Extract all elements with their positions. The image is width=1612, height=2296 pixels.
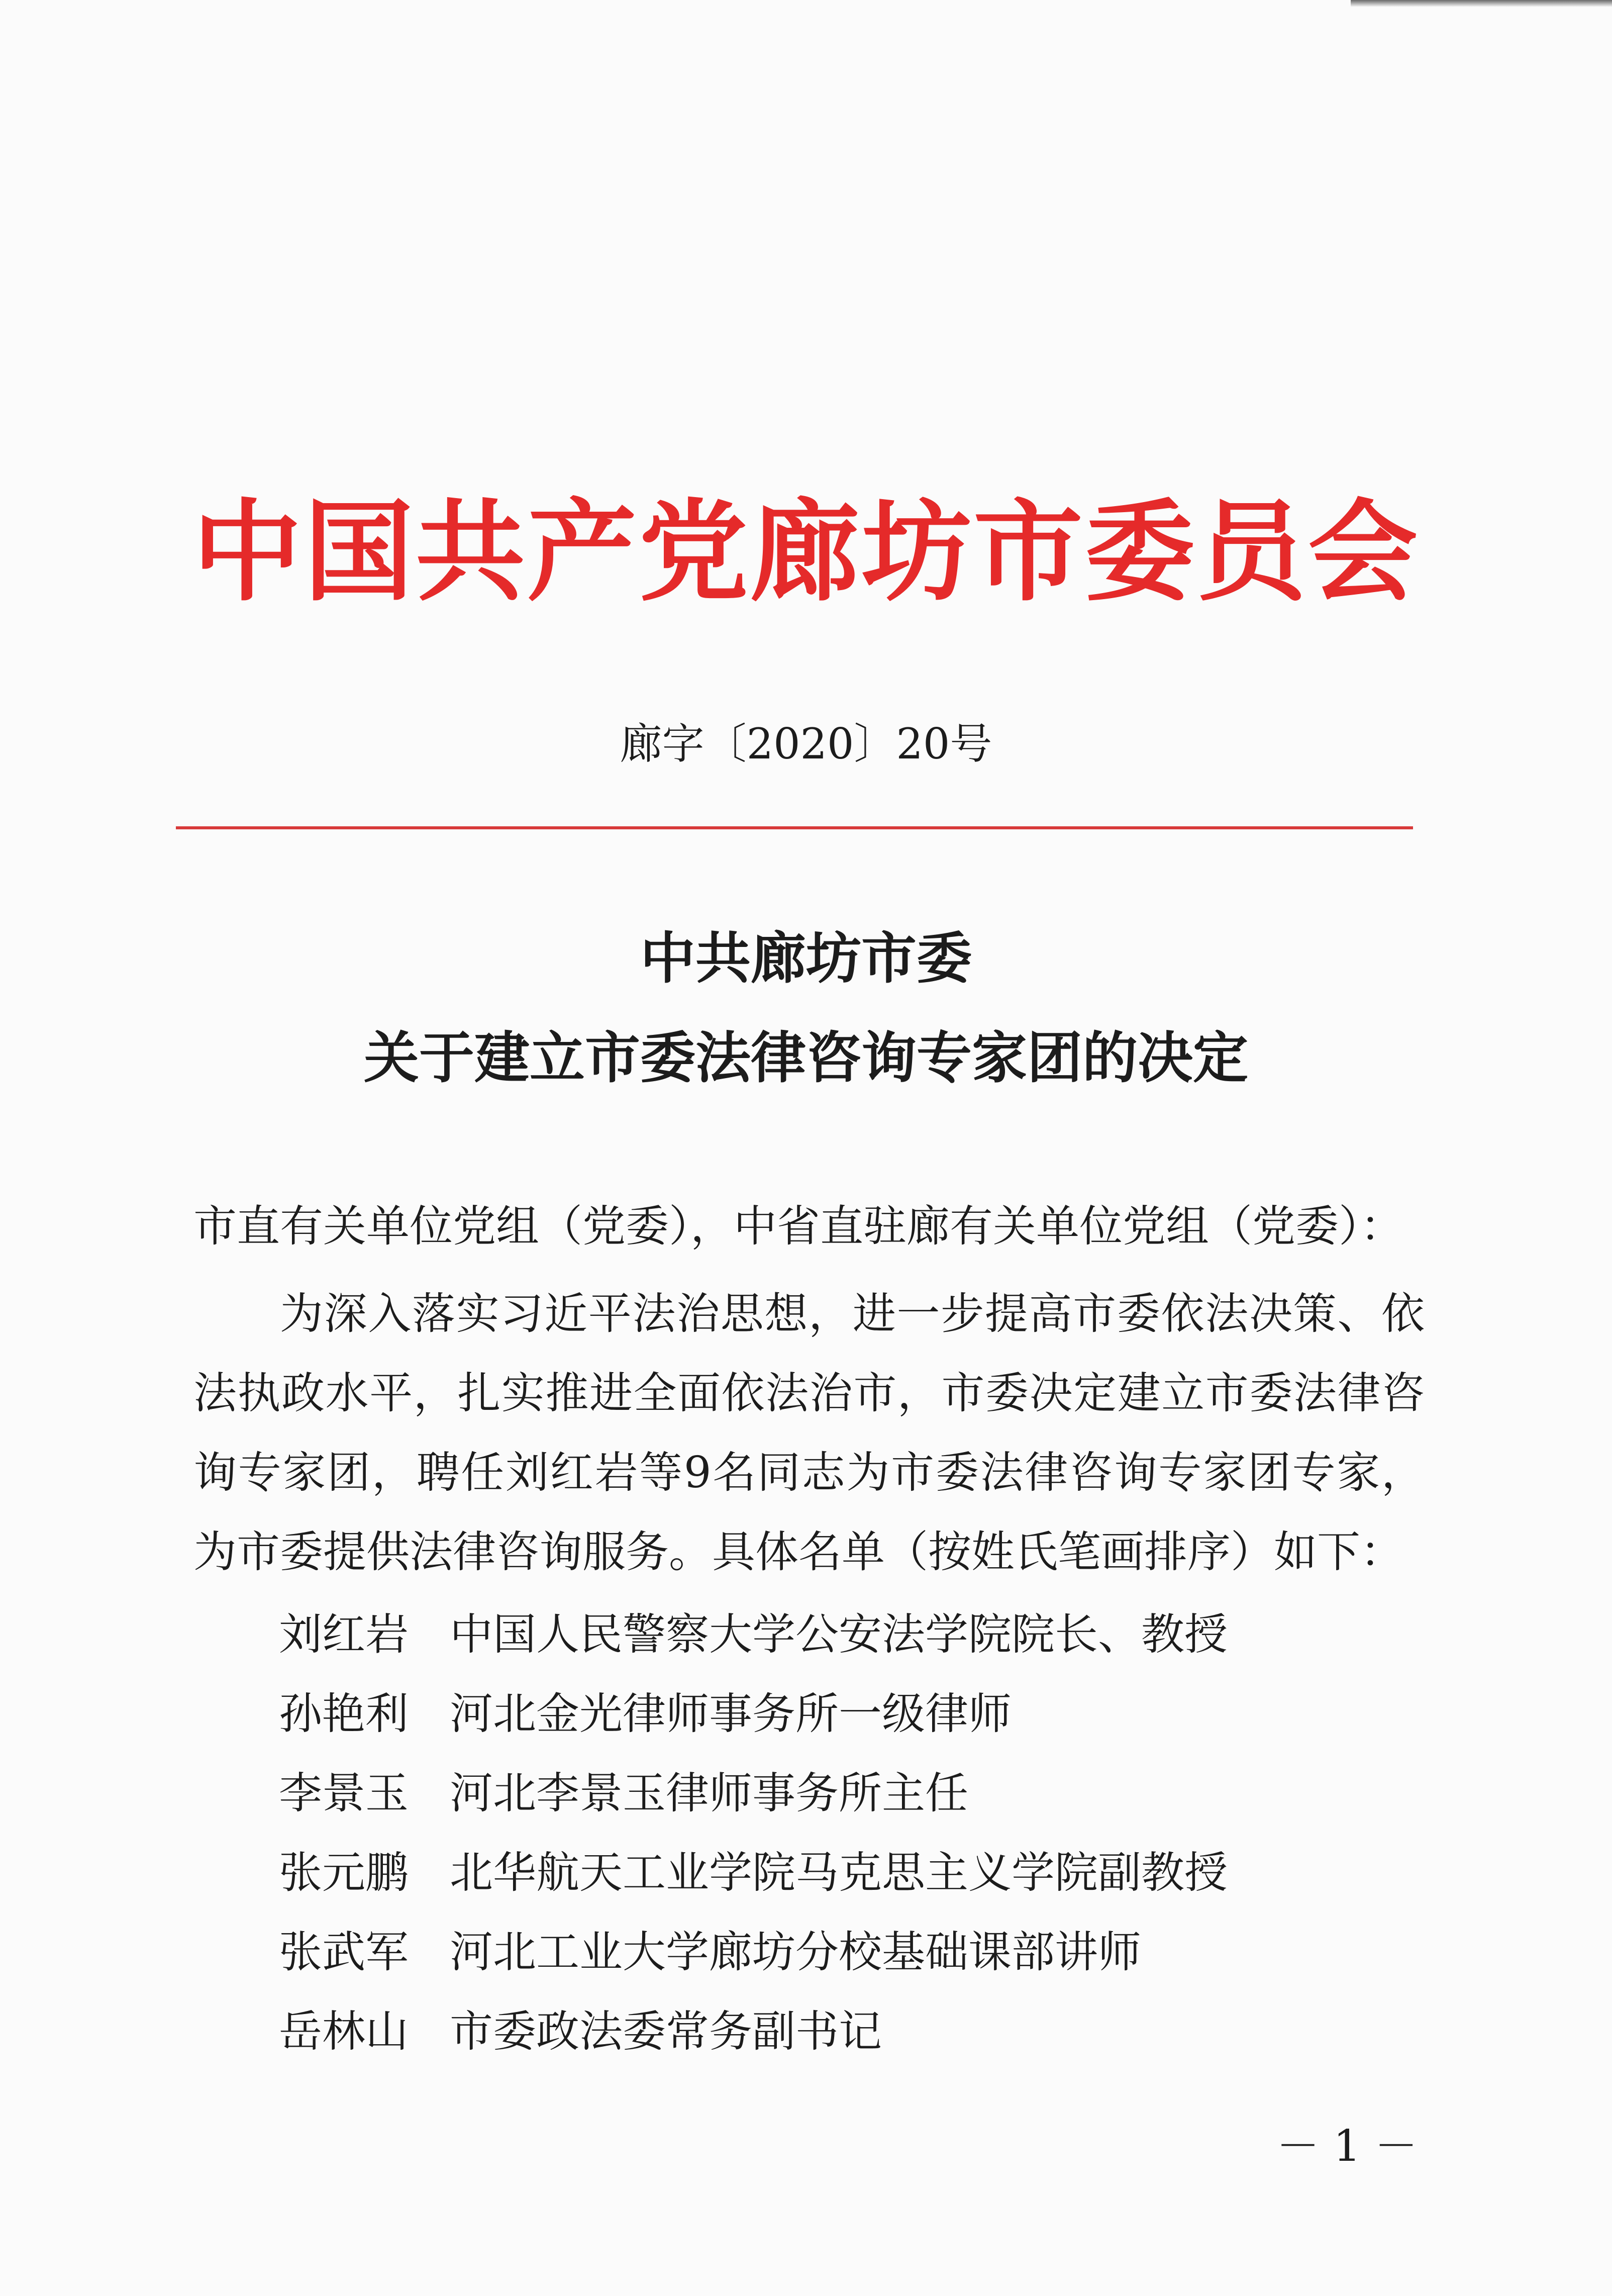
member-position: 河北金光律师事务所一级律师 — [450, 1689, 1012, 1739]
member-name: 张武军 — [279, 1927, 409, 1977]
document-number: 廊字〔2020〕20号 — [620, 719, 992, 769]
issuing-organization-header: 中国共产党廊坊市委员会 — [192, 489, 1420, 616]
member-row — [279, 1829, 1425, 1908]
member-position: 市委政法委常务副书记 — [450, 2006, 882, 2057]
member-name: 李景玉 — [279, 1768, 409, 1819]
member-row — [279, 1591, 1425, 1670]
red-separator-line — [176, 826, 1413, 829]
body-paragraph: 为深入落实习近平法治思想，进一步提高市委依法决策、依法执政水平，扎实推进全面依法治市，市委决定建立市委法律咨询专家团，聘任刘红岩等9名同志为市委法律咨询专家团专家，为市委提供法律咨询服务。具体名单（按姓氏笔画排序）如下： — [193, 1289, 1425, 1577]
member-name: 刘红岩 — [279, 1609, 409, 1660]
member-position: 河北李景玉律师事务所主任 — [450, 1768, 968, 1819]
scan-edge-shadow — [1351, 0, 1612, 7]
member-name: 张元鹏 — [279, 1848, 409, 1898]
member-position: 河北工业大学廊坊分校基础课部讲师 — [450, 1927, 1141, 1977]
member-name: 岳林山 — [279, 2006, 409, 2057]
document-title-line-1: 中共廊坊市委 — [640, 926, 972, 991]
salutation: 市直有关单位党组（党委），中省直驻廊有关单位党组（党委）： — [193, 1201, 1403, 1252]
member-name: 孙艳利 — [279, 1689, 409, 1739]
member-list — [279, 1591, 1425, 2067]
member-row — [279, 1750, 1425, 1829]
member-row — [279, 1988, 1425, 2067]
page-number: － 1 － — [1276, 2121, 1418, 2171]
document-title-line-2: 关于建立市委法律咨询专家团的决定 — [364, 1025, 1248, 1090]
member-position: 中国人民警察大学公安法学院院长、教授 — [450, 1609, 1228, 1660]
member-row — [279, 1908, 1425, 1988]
member-position: 北华航天工业学院马克思主义学院副教授 — [450, 1848, 1228, 1898]
member-row — [279, 1670, 1425, 1750]
